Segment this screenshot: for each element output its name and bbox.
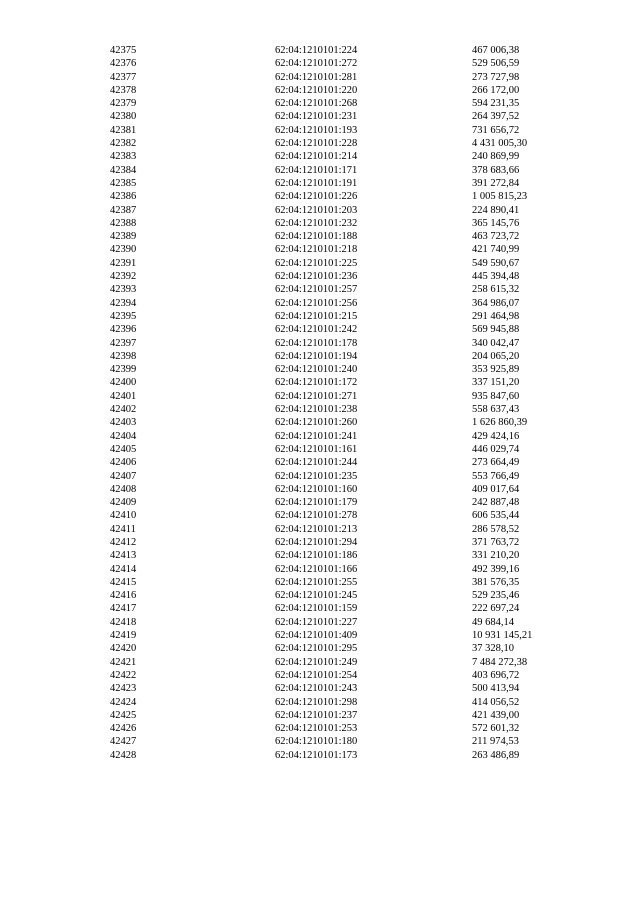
cadastral-number: 62:04:1210101:236 — [275, 271, 358, 283]
cadastral-number: 62:04:1210101:227 — [275, 616, 358, 628]
cadastral-value: 378 683,66 — [472, 164, 520, 176]
table-row — [0, 137, 640, 150]
row-number: 42423 — [110, 683, 137, 695]
row-number: 42411 — [110, 523, 136, 535]
row-number: 42397 — [110, 337, 137, 349]
cadastral-number: 62:04:1210101:203 — [275, 204, 358, 216]
row-number: 42386 — [110, 191, 137, 203]
table-row — [0, 669, 640, 682]
table-row — [0, 350, 640, 363]
cadastral-value: 1 005 815,23 — [472, 191, 528, 203]
row-number: 42419 — [110, 630, 137, 642]
table-row — [0, 376, 640, 389]
cadastral-value: 529 235,46 — [472, 590, 520, 602]
table-row — [0, 483, 640, 496]
table-row — [0, 443, 640, 456]
row-number: 42407 — [110, 470, 137, 482]
row-number: 42380 — [110, 111, 137, 123]
table-row — [0, 150, 640, 163]
cadastral-value: 4 431 005,30 — [472, 138, 528, 150]
cadastral-value: 409 017,64 — [472, 483, 520, 495]
cadastral-value: 429 424,16 — [472, 430, 520, 442]
cadastral-value-table — [0, 44, 640, 762]
cadastral-number: 62:04:1210101:214 — [275, 151, 358, 163]
cadastral-number: 62:04:1210101:295 — [275, 643, 358, 655]
cadastral-value: 211 974,53 — [472, 736, 519, 748]
cadastral-number: 62:04:1210101:193 — [275, 124, 358, 136]
row-number: 42403 — [110, 417, 137, 429]
table-row — [0, 84, 640, 97]
cadastral-number: 62:04:1210101:228 — [275, 138, 358, 150]
cadastral-value: 1 626 860,39 — [472, 417, 528, 429]
table-row — [0, 124, 640, 137]
table-row — [0, 602, 640, 615]
cadastral-value: 467 006,38 — [472, 45, 520, 56]
cadastral-number: 62:04:1210101:226 — [275, 191, 358, 203]
cadastral-value: 446 029,74 — [472, 443, 520, 455]
cadastral-value: 340 042,47 — [472, 337, 520, 349]
cadastral-value: 263 486,89 — [472, 749, 520, 761]
cadastral-number: 62:04:1210101:238 — [275, 404, 358, 416]
cadastral-number: 62:04:1210101:240 — [275, 364, 358, 376]
row-number: 42418 — [110, 616, 137, 628]
row-number: 42376 — [110, 58, 137, 70]
table-row — [0, 44, 640, 57]
row-number: 42391 — [110, 257, 137, 269]
cadastral-number: 62:04:1210101:178 — [275, 337, 358, 349]
cadastral-number: 62:04:1210101:237 — [275, 709, 358, 721]
cadastral-number: 62:04:1210101:180 — [275, 736, 358, 748]
row-number: 42404 — [110, 430, 137, 442]
row-number: 42388 — [110, 217, 137, 229]
cadastral-number: 62:04:1210101:172 — [275, 377, 358, 389]
row-number: 42377 — [110, 71, 137, 83]
row-number: 42384 — [110, 164, 137, 176]
table-row — [0, 709, 640, 722]
row-number: 42417 — [110, 603, 137, 615]
row-number: 42390 — [110, 244, 137, 256]
row-number: 42379 — [110, 98, 137, 110]
cadastral-number: 62:04:1210101:242 — [275, 324, 358, 336]
table-row — [0, 749, 640, 762]
cadastral-value: 594 231,35 — [472, 98, 520, 110]
cadastral-number: 62:04:1210101:245 — [275, 590, 358, 602]
row-number: 42426 — [110, 723, 137, 735]
cadastral-number: 62:04:1210101:218 — [275, 244, 358, 256]
row-number: 42382 — [110, 138, 137, 150]
table-row — [0, 470, 640, 483]
table-row — [0, 496, 640, 509]
cadastral-value: 273 727,98 — [472, 71, 520, 83]
row-number: 42425 — [110, 709, 137, 721]
cadastral-value: 549 590,67 — [472, 257, 520, 269]
cadastral-number: 62:04:1210101:256 — [275, 297, 358, 309]
cadastral-value: 266 172,00 — [472, 84, 520, 96]
cadastral-value: 572 601,32 — [472, 723, 520, 735]
cadastral-value: 553 766,49 — [472, 470, 520, 482]
cadastral-value: 337 151,20 — [472, 377, 520, 389]
table-row — [0, 536, 640, 549]
table-row — [0, 57, 640, 70]
table-row — [0, 283, 640, 296]
cadastral-number: 62:04:1210101:260 — [275, 417, 358, 429]
cadastral-number: 62:04:1210101:254 — [275, 669, 358, 681]
cadastral-value: 529 506,59 — [472, 58, 520, 70]
row-number: 42406 — [110, 457, 137, 469]
cadastral-number: 62:04:1210101:191 — [275, 177, 358, 189]
row-number: 42414 — [110, 563, 137, 575]
cadastral-value: 365 145,76 — [472, 217, 520, 229]
cadastral-value: 492 399,16 — [472, 563, 520, 575]
table-row — [0, 456, 640, 469]
cadastral-value: 273 664,49 — [472, 457, 520, 469]
row-number: 42399 — [110, 364, 137, 376]
row-number: 42389 — [110, 231, 137, 243]
row-number: 42402 — [110, 404, 137, 416]
table-row — [0, 270, 640, 283]
cadastral-value: 224 890,41 — [472, 204, 520, 216]
cadastral-value: 353 925,89 — [472, 364, 520, 376]
cadastral-number: 62:04:1210101:294 — [275, 536, 358, 548]
cadastral-value: 403 696,72 — [472, 669, 520, 681]
cadastral-value: 258 615,32 — [472, 284, 520, 296]
table-row — [0, 735, 640, 748]
table-row — [0, 616, 640, 629]
table-row — [0, 696, 640, 709]
row-number: 42383 — [110, 151, 137, 163]
row-number: 42405 — [110, 443, 137, 455]
table-row — [0, 430, 640, 443]
cadastral-value: 731 656,72 — [472, 124, 520, 136]
table-row — [0, 204, 640, 217]
table-row — [0, 629, 640, 642]
table-row — [0, 190, 640, 203]
cadastral-number: 62:04:1210101:224 — [275, 45, 358, 56]
cadastral-number: 62:04:1210101:268 — [275, 98, 358, 110]
row-number: 42381 — [110, 124, 137, 136]
cadastral-value: 371 763,72 — [472, 536, 520, 548]
table-row — [0, 217, 640, 230]
table-row — [0, 71, 640, 84]
table-row — [0, 310, 640, 323]
cadastral-number: 62:04:1210101:278 — [275, 510, 358, 522]
cadastral-value: 606 535,44 — [472, 510, 520, 522]
cadastral-number: 62:04:1210101:186 — [275, 550, 358, 562]
table-row — [0, 363, 640, 376]
cadastral-value: 569 945,88 — [472, 324, 520, 336]
cadastral-value: 421 740,99 — [472, 244, 520, 256]
cadastral-value: 240 869,99 — [472, 151, 520, 163]
cadastral-value: 463 723,72 — [472, 231, 520, 243]
table-row — [0, 243, 640, 256]
cadastral-number: 62:04:1210101:231 — [275, 111, 358, 123]
cadastral-number: 62:04:1210101:161 — [275, 443, 358, 455]
table-row — [0, 589, 640, 602]
table-row — [0, 177, 640, 190]
cadastral-value: 242 887,48 — [472, 497, 520, 509]
cadastral-value: 391 272,84 — [472, 177, 520, 189]
cadastral-value: 500 413,94 — [472, 683, 520, 695]
row-number: 42410 — [110, 510, 137, 522]
row-number: 42387 — [110, 204, 137, 216]
cadastral-number: 62:04:1210101:298 — [275, 696, 358, 708]
table-row — [0, 682, 640, 695]
cadastral-value: 286 578,52 — [472, 523, 520, 535]
table-row — [0, 297, 640, 310]
row-number: 42424 — [110, 696, 137, 708]
cadastral-number: 62:04:1210101:255 — [275, 576, 358, 588]
cadastral-value: 204 065,20 — [472, 350, 520, 362]
cadastral-value: 291 464,98 — [472, 310, 520, 322]
cadastral-number: 62:04:1210101:272 — [275, 58, 358, 70]
row-number: 42421 — [110, 656, 137, 668]
cadastral-number: 62:04:1210101:159 — [275, 603, 358, 615]
cadastral-number: 62:04:1210101:281 — [275, 71, 358, 83]
row-number: 42408 — [110, 483, 137, 495]
cadastral-number: 62:04:1210101:241 — [275, 430, 358, 442]
table-row — [0, 323, 640, 336]
cadastral-value: 445 394,48 — [472, 271, 520, 283]
cadastral-value: 364 986,07 — [472, 297, 520, 309]
cadastral-value: 7 484 272,38 — [472, 656, 528, 668]
cadastral-number: 62:04:1210101:271 — [275, 390, 358, 402]
cadastral-value: 935 847,60 — [472, 390, 520, 402]
cadastral-number: 62:04:1210101:160 — [275, 483, 358, 495]
cadastral-number: 62:04:1210101:171 — [275, 164, 358, 176]
cadastral-value: 421 439,00 — [472, 709, 520, 721]
cadastral-number: 62:04:1210101:232 — [275, 217, 358, 229]
row-number: 42385 — [110, 177, 137, 189]
table-row — [0, 549, 640, 562]
row-number: 42427 — [110, 736, 137, 748]
table-row — [0, 390, 640, 403]
row-number: 42413 — [110, 550, 137, 562]
row-number: 42393 — [110, 284, 137, 296]
row-number: 42416 — [110, 590, 137, 602]
table-row — [0, 563, 640, 576]
cadastral-value: 331 210,20 — [472, 550, 520, 562]
cadastral-number: 62:04:1210101:173 — [275, 749, 358, 761]
table-row — [0, 337, 640, 350]
table-row — [0, 257, 640, 270]
cadastral-value: 264 397,52 — [472, 111, 520, 123]
cadastral-value: 558 637,43 — [472, 404, 520, 416]
row-number: 42375 — [110, 45, 137, 56]
cadastral-number: 62:04:1210101:179 — [275, 497, 358, 509]
row-number: 42415 — [110, 576, 137, 588]
table-row — [0, 656, 640, 669]
cadastral-number: 62:04:1210101:220 — [275, 84, 358, 96]
cadastral-number: 62:04:1210101:409 — [275, 630, 358, 642]
row-number: 42392 — [110, 271, 137, 283]
table-row — [0, 110, 640, 123]
cadastral-number: 62:04:1210101:235 — [275, 470, 358, 482]
row-number: 42409 — [110, 497, 137, 509]
row-number: 42396 — [110, 324, 137, 336]
cadastral-value: 37 328,10 — [472, 643, 514, 655]
table-row — [0, 642, 640, 655]
cadastral-value: 49 684,14 — [472, 616, 514, 628]
table-row — [0, 576, 640, 589]
table-row — [0, 722, 640, 735]
cadastral-value: 414 056,52 — [472, 696, 520, 708]
row-number: 42395 — [110, 310, 137, 322]
cadastral-number: 62:04:1210101:243 — [275, 683, 358, 695]
row-number: 42428 — [110, 749, 137, 761]
cadastral-number: 62:04:1210101:188 — [275, 231, 358, 243]
table-row — [0, 416, 640, 429]
row-number: 42412 — [110, 536, 137, 548]
table-row — [0, 523, 640, 536]
cadastral-number: 62:04:1210101:225 — [275, 257, 358, 269]
table-row — [0, 509, 640, 522]
row-number: 42398 — [110, 350, 137, 362]
cadastral-number: 62:04:1210101:244 — [275, 457, 358, 469]
cadastral-value: 10 931 145,21 — [472, 630, 533, 642]
cadastral-number: 62:04:1210101:194 — [275, 350, 358, 362]
table-row — [0, 164, 640, 177]
cadastral-value: 381 576,35 — [472, 576, 520, 588]
table-row — [0, 403, 640, 416]
cadastral-number: 62:04:1210101:166 — [275, 563, 358, 575]
cadastral-number: 62:04:1210101:253 — [275, 723, 358, 735]
cadastral-number: 62:04:1210101:213 — [275, 523, 358, 535]
row-number: 42378 — [110, 84, 137, 96]
cadastral-number: 62:04:1210101:215 — [275, 310, 358, 322]
table-row — [0, 97, 640, 110]
row-number: 42422 — [110, 669, 137, 681]
row-number: 42400 — [110, 377, 137, 389]
row-number: 42420 — [110, 643, 137, 655]
cadastral-number: 62:04:1210101:249 — [275, 656, 358, 668]
cadastral-value: 222 697,24 — [472, 603, 520, 615]
row-number: 42401 — [110, 390, 137, 402]
table-row — [0, 230, 640, 243]
cadastral-number: 62:04:1210101:257 — [275, 284, 358, 296]
row-number: 42394 — [110, 297, 137, 309]
